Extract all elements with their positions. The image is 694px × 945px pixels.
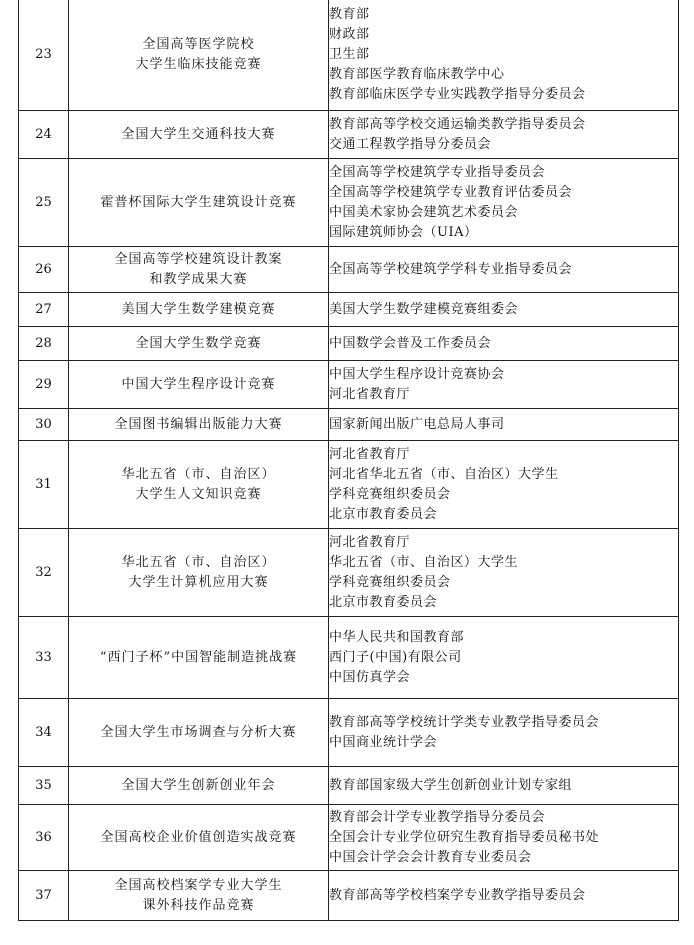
competition-name-cell (69, 327, 329, 361)
competition-name-line: 华北五省（市、自治区） (121, 554, 276, 570)
table-body (19, 0, 679, 921)
organizer-line: 西门子(中国)有限公司 (329, 649, 462, 665)
table-row (19, 409, 679, 441)
competition-name-cell (69, 441, 329, 529)
row-number: 29 (19, 361, 69, 409)
competition-name-cell (69, 617, 329, 699)
organizer-cell (329, 111, 679, 159)
organizer-line: 教育部高等学校交通运输类教学指导委员会 (329, 116, 586, 132)
row-number: 35 (19, 767, 69, 805)
organizer-cell (329, 441, 679, 529)
row-number: 31 (19, 441, 69, 529)
organizer-cell (329, 159, 679, 247)
organizer-line: 教育部高等学校统计学类专业教学指导委员会 (329, 714, 600, 730)
competition-name-cell (69, 767, 329, 805)
table-row (19, 617, 679, 699)
organizer-line: 中国商业统计学会 (329, 734, 438, 750)
competition-name-line: 全国图书编辑出版能力大赛 (114, 416, 283, 432)
organizer-line: 北京市教育委员会 (329, 506, 438, 522)
organizer-line: 中华人民共和国教育部 (329, 629, 465, 645)
row-number: 24 (19, 111, 69, 159)
competition-name-cell (69, 159, 329, 247)
organizer-line: 北京市教育委员会 (329, 594, 438, 610)
organizer-cell (329, 293, 679, 327)
organizer-line: 学科竞赛组织委员会 (329, 574, 451, 590)
row-number: 30 (19, 409, 69, 441)
competition-name-cell (69, 361, 329, 409)
competition-name-cell (69, 805, 329, 871)
row-number: 23 (19, 0, 69, 111)
competition-name-cell (69, 409, 329, 441)
organizer-line: 河北省华北五省（市、自治区）大学生 (329, 466, 559, 482)
organizer-line: 全国高等学校建筑学专业教育评估委员会 (329, 184, 573, 200)
organizer-line: 美国大学生数学建模竞赛组委会 (329, 301, 519, 317)
organizer-cell (329, 361, 679, 409)
organizer-line: 中国大学生程序设计竞赛协会 (329, 366, 505, 382)
competition-name-line: 全国大学生交通科技大赛 (121, 126, 276, 142)
organizer-line: 中国仿真学会 (329, 669, 411, 685)
table-row (19, 159, 679, 247)
organizer-line: 国际建筑师协会（UIA） (329, 224, 478, 240)
organizer-line: 教育部国家级大学生创新创业计划专家组 (329, 777, 573, 793)
organizer-line: 华北五省（市、自治区）大学生 (329, 554, 519, 570)
organizer-line: 全国高等学校建筑学专业指导委员会 (329, 164, 546, 180)
row-number: 37 (19, 871, 69, 921)
row-number: 26 (19, 247, 69, 293)
organizer-line: 教育部会计学专业教学指导分委员会 (329, 809, 546, 825)
competition-name-cell (69, 0, 329, 111)
competition-name-cell (69, 111, 329, 159)
organizer-cell (329, 699, 679, 767)
table-row (19, 247, 679, 293)
competition-name-line: 和教学成果大赛 (149, 271, 248, 287)
organizer-cell (329, 767, 679, 805)
organizer-line: 中国会计学会会计教育专业委员会 (329, 849, 532, 865)
organizer-line: 河北省教育厅 (329, 446, 411, 462)
row-number: 25 (19, 159, 69, 247)
organizer-cell (329, 247, 679, 293)
table-row (19, 293, 679, 327)
organizer-cell (329, 617, 679, 699)
competition-name-line: 大学生临床技能竞赛 (135, 56, 262, 72)
organizer-cell (329, 871, 679, 921)
organizer-cell (329, 0, 679, 111)
competition-name-line: 霍普杯国际大学生建筑设计竞赛 (100, 194, 297, 210)
competition-name-line: 全国高校企业价值创造实战竞赛 (100, 829, 297, 845)
competition-name-cell (69, 529, 329, 617)
organizer-line: 交通工程教学指导分委员会 (329, 136, 492, 152)
competition-name-line: 华北五省（市、自治区） (121, 466, 276, 482)
competition-name-line: 大学生人文知识竞赛 (135, 486, 262, 502)
row-number: 34 (19, 699, 69, 767)
competition-name-line: 全国高等医学院校 (142, 36, 255, 52)
organizer-cell (329, 409, 679, 441)
organizer-line: 中国美术家协会建筑艺术委员会 (329, 204, 519, 220)
organizer-cell (329, 529, 679, 617)
organizer-cell (329, 327, 679, 361)
competition-name-line: 全国大学生创新创业年会 (121, 777, 276, 793)
table-row (19, 327, 679, 361)
organizer-line: 财政部 (329, 26, 370, 42)
organizer-line: 卫生部 (329, 46, 370, 62)
row-number: 33 (19, 617, 69, 699)
row-number: 32 (19, 529, 69, 617)
row-number: 28 (19, 327, 69, 361)
organizer-line: 教育部高等学校档案学专业教学指导委员会 (329, 887, 586, 903)
organizer-line: 教育部医学教育临床教学中心 (329, 66, 505, 82)
table-row (19, 805, 679, 871)
organizer-line: 全国高等学校建筑学学科专业指导委员会 (329, 261, 573, 277)
organizer-line: 教育部临床医学专业实践教学指导分委员会 (329, 86, 586, 102)
table-row (19, 111, 679, 159)
competition-name-cell (69, 293, 329, 327)
organizer-line: 国家新闻出版广电总局人事司 (329, 416, 505, 432)
table-row (19, 871, 679, 921)
competition-table (18, 0, 679, 921)
competition-name-cell (69, 247, 329, 293)
table-row (19, 441, 679, 529)
organizer-line: 教育部 (329, 6, 370, 22)
organizer-cell (329, 805, 679, 871)
competition-name-line: 中国大学生程序设计竞赛 (121, 376, 276, 392)
competition-name-cell (69, 699, 329, 767)
competition-name-line: 全国高校档案学专业大学生 (114, 877, 283, 893)
organizer-line: 学科竞赛组织委员会 (329, 486, 451, 502)
table-row (19, 529, 679, 617)
competition-name-line: 课外科技作品竞赛 (142, 897, 255, 913)
table-row (19, 699, 679, 767)
competition-name-cell (69, 871, 329, 921)
organizer-line: 全国会计专业学位研究生教育指导委员秘书处 (329, 829, 600, 845)
organizer-line: 中国数学会普及工作委员会 (329, 335, 492, 351)
competition-name-line: 大学生计算机应用大赛 (128, 574, 269, 590)
row-number: 36 (19, 805, 69, 871)
organizer-line: 河北省教育厅 (329, 534, 411, 550)
table-row (19, 361, 679, 409)
organizer-line: 河北省教育厅 (329, 386, 411, 402)
competition-name-line: 全国高等学校建筑设计教案 (114, 251, 283, 267)
table-row (19, 0, 679, 111)
competition-name-line: 美国大学生数学建模竞赛 (121, 301, 276, 317)
row-number: 27 (19, 293, 69, 327)
competition-name-line: “西门子杯”中国智能制造挑战赛 (99, 649, 298, 665)
competition-name-line: 全国大学生市场调查与分析大赛 (100, 724, 297, 740)
competition-name-line: 全国大学生数学竞赛 (135, 335, 262, 351)
table-row (19, 767, 679, 805)
